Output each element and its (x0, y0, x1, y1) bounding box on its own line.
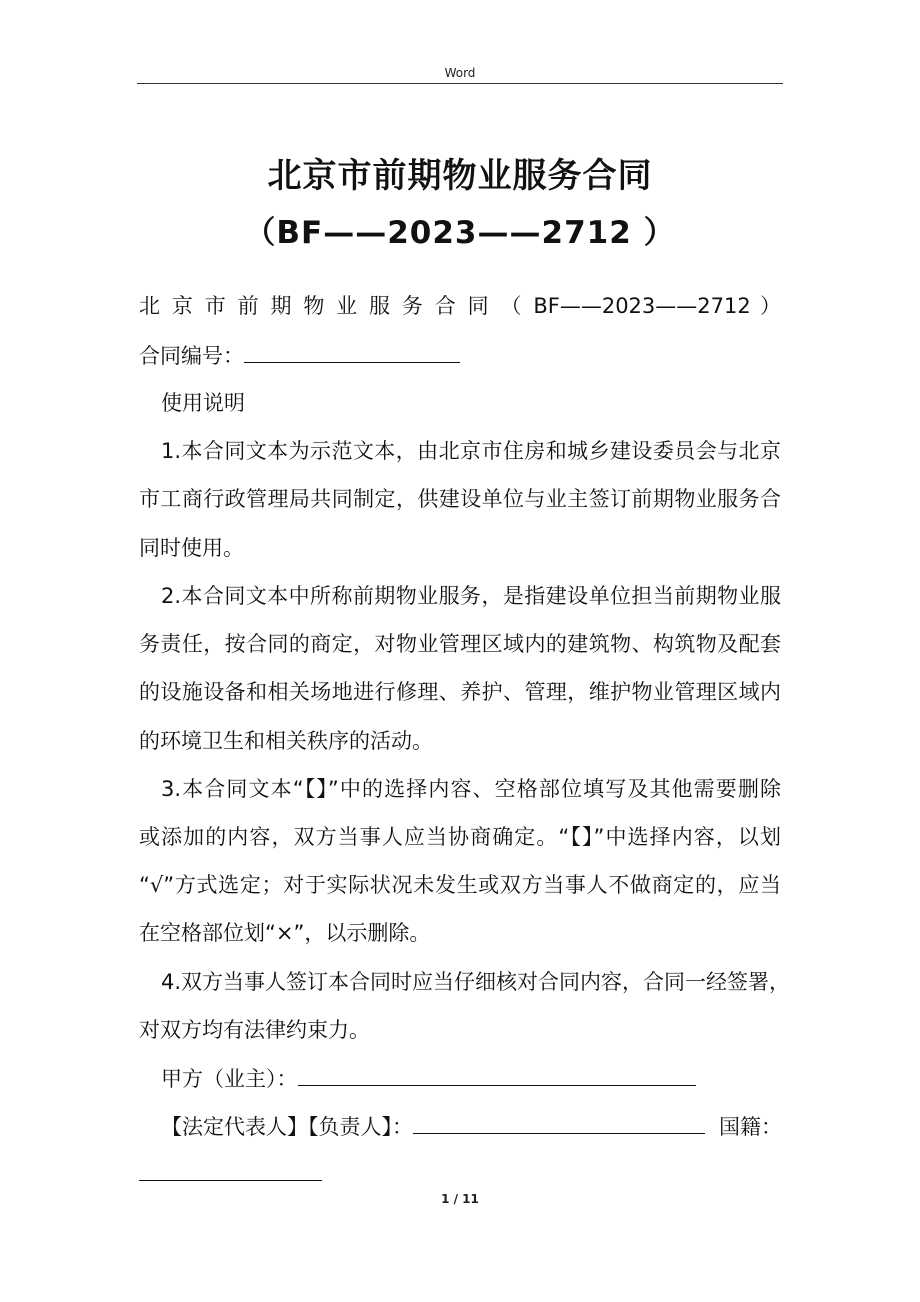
document-title: 北京市前期物业服务合同 (267, 156, 653, 196)
nationality-blank-line (139, 1158, 781, 1189)
contract-number-line (139, 340, 781, 371)
page-header: Word (444, 66, 476, 80)
usage-heading: 使用说明 (161, 391, 245, 415)
header-rule (137, 83, 783, 84)
paragraph-3-line-2: 或添加的内容，双方当事人应当协商确定。“【】”中选择内容，以划 (139, 825, 781, 849)
document-code: （BF——2023——2712 ） (244, 215, 676, 251)
paragraph-2-line-1: 2.本合同文本中所称前期物业服务，是指建设单位担当前期物业服 (161, 584, 781, 608)
paragraph-2-line-2: 务责任，按合同的商定，对物业管理区域内的建筑物、构筑物及配套 (139, 632, 781, 656)
legal-representative-label: 【法定代表人】【负责人】： (161, 1115, 413, 1139)
legal-representative-line (161, 1111, 781, 1142)
page-number: 1 / 11 (441, 1192, 479, 1206)
legal-representative-blank[interactable] (413, 1111, 705, 1134)
contract-number-blank[interactable] (244, 340, 460, 363)
paragraph-1-line-1: 1.本合同文本为示范文本，由北京市住房和城乡建设委员会与北京 (161, 439, 781, 463)
paragraph-2-line-3: 的设施设备和相关场地进行修理、养护、管理，维护物业管理区域内 (139, 680, 781, 704)
paragraph-3-line-1: 3.本合同文本“【】”中的选择内容、空格部位填写及其他需要删除 (161, 777, 781, 801)
paragraph-1-line-2: 市工商行政管理局共同制定，供建设单位与业主签订前期物业服务合 (139, 487, 781, 511)
party-a-label: 甲方（业主）： (161, 1067, 298, 1091)
party-a-line (161, 1063, 781, 1094)
paragraph-4-line-2: 对双方均有法律约束力。 (139, 1018, 370, 1042)
nationality-blank[interactable] (139, 1158, 322, 1181)
paragraph-1-line-3: 同时使用。 (139, 536, 244, 560)
nationality-label: 国籍： (719, 1115, 782, 1139)
paragraph-3-line-3: “√”方式选定；对于实际状况未发生或双方当事人不做商定的，应当 (139, 873, 781, 897)
party-a-blank[interactable] (298, 1063, 696, 1086)
subtitle-line: 北 京 市 前 期 物 业 服 务 合 同 （ BF——2023——2712 ） (139, 294, 781, 318)
contract-number-label: 合同编号： (139, 344, 244, 368)
paragraph-4-line-1: 4.双方当事人签订本合同时应当仔细核对合同内容，合同一经签署， (161, 970, 791, 994)
paragraph-2-line-4: 的环境卫生和相关秩序的活动。 (139, 729, 433, 753)
paragraph-3-line-4: 在空格部位划“×”，以示删除。 (139, 921, 431, 945)
